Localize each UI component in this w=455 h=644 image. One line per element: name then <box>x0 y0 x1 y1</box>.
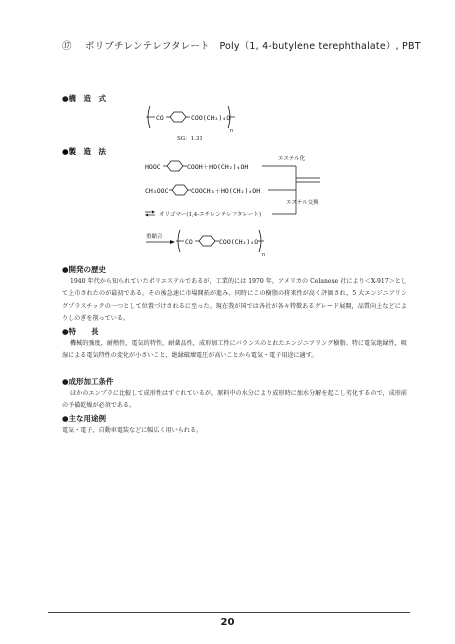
benzene-ring-icon <box>172 185 188 195</box>
history-text <box>62 276 407 325</box>
product-right-group: COO(CH₂)₄O <box>219 238 259 246</box>
history-heading: ●開発の歴史 <box>62 265 107 274</box>
structure-heading: ●構 造 式 <box>62 94 107 103</box>
esterification-label: エステル化 <box>278 156 306 162</box>
polycondensation-label: 重縮合 <box>146 234 163 240</box>
structure-subscript-n: n <box>230 128 234 134</box>
reactant-row1-right: COOH＋HO(CH₂)₄OH <box>187 163 249 171</box>
chemical-diagrams <box>0 0 455 300</box>
features-heading: ●特 長 <box>62 327 99 336</box>
oligomer-label: オリゴマー(1,4-エチレンテレフタレート) <box>159 212 262 218</box>
benzene-ring-icon <box>199 236 215 246</box>
product-left-group: CO <box>185 238 193 246</box>
uses-paragraph: 電気・電子，自動車電装などに幅広く用いられる。 <box>62 427 203 434</box>
features-text <box>62 338 407 363</box>
uses-heading: ●主な用途例 <box>62 414 107 423</box>
manufacturing-heading: ●製 造 法 <box>62 147 107 156</box>
molding-paragraph: ほかのエンプラに比較して成形性はすぐれているが，原料中の水分により成形時に加水分解を起こし劣化するので，成形前の予備乾燥が必須である。 <box>62 390 407 410</box>
compound-title: ポリブチレンテレフタレート Poly（1, 4-butylene terephthalate）, PBT <box>84 41 421 52</box>
product-subscript-n: n <box>262 252 266 258</box>
arrow-right-icon <box>170 240 175 244</box>
structure-left-group: CO <box>156 114 164 122</box>
reactant-row2-left: CH₃OOC <box>145 187 169 195</box>
benzene-ring-icon <box>170 112 186 122</box>
benzene-ring-icon <box>167 161 183 171</box>
equilibrium-arrow-icon <box>145 211 155 217</box>
transesterification-label: エステル交換 <box>286 200 319 206</box>
manufacturing-scheme <box>145 154 320 258</box>
features-paragraph: 機械的強度，耐熱性，電気的特性，耐薬品性，成形加工性にバランスのとれたエンジニアリング樹脂。特に電気絶縁性，吸湿による電気特性の変化が小さいこと，絶縁破壊電圧が高いことから電気・電子用途に適す。 <box>62 340 407 360</box>
structure-right-group: COO(CH₂)₄O <box>191 114 231 122</box>
molding-text <box>62 388 407 413</box>
reactant-row2-right: COOCH₃＋HO(CH₂)₄OH <box>191 187 261 195</box>
compound-number: ⑰ <box>62 41 72 52</box>
history-paragraph: 1940 年代から知られていたポリエステルであるが，工業的には 1970 年，アメリカの Celanese 社により＜X-917＞として上市されたのが最初である。その後急速に市場開拓が進み，同時にこの樹脂の将来性が高く評価され，5 大エンジニアリングプラスチックの一つとして位置づけされるに至った。現在我が国では各社が各々特徴あるグレード展開，品質向上などによりしのぎを削っている。 <box>62 278 407 322</box>
page-number: 20 <box>220 617 235 628</box>
molding-heading: ●成形加工条件 <box>62 377 114 386</box>
structure-formula <box>146 106 235 142</box>
reactant-row1-left: HOOC <box>145 163 161 171</box>
footer-divider <box>48 612 410 613</box>
uses-text <box>62 425 407 437</box>
specific-gravity: SG：1.31 <box>177 136 203 142</box>
